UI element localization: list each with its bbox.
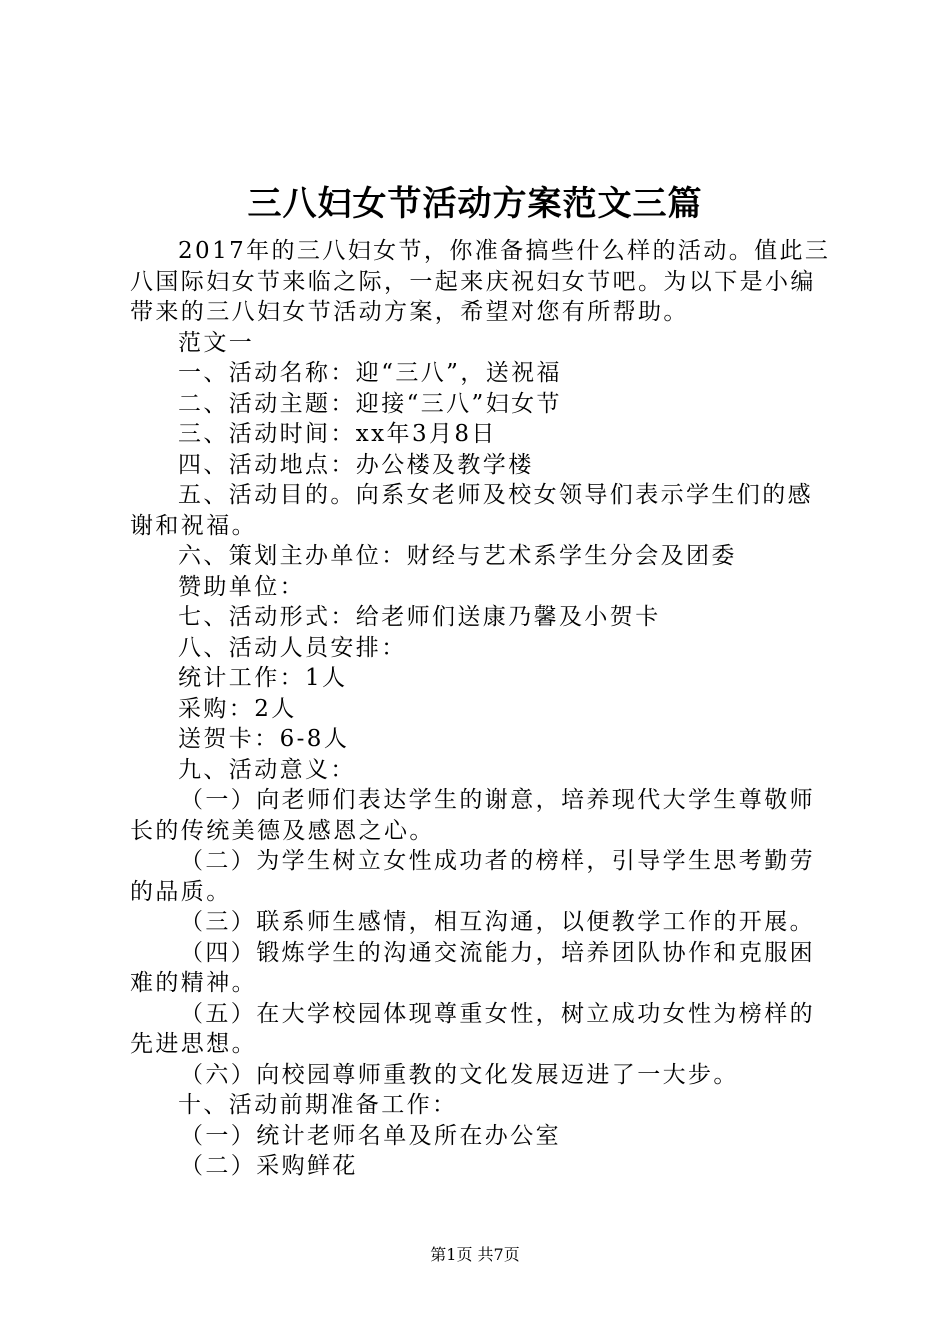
paragraph-line: 一、活动名称：迎“三八”，送祝福 [178,360,562,386]
paragraph-line: 五、活动目的。向系女老师及校女领导们表示学生们的感 [178,482,813,508]
paragraph-line: 长的传统美德及感恩之心。 [130,817,435,844]
paragraph-line: 赞助单位： [178,573,305,600]
paragraph-line: 的品质。 [130,878,232,905]
paragraph-line: （四）锻炼学生的沟通交流能力，培养团队协作和克服困 [180,939,815,966]
paragraph-line: （五）在大学校园体现尊重女性，树立成功女性为榜样的 [180,1000,815,1027]
paragraph-line: （二）采购鲜花 [180,1153,358,1179]
paragraph-line: 采购：2人 [178,695,297,722]
paragraph-line: （一）向老师们表达学生的谢意，培养现代大学生尊敬师 [180,787,815,813]
paragraph-line: 难的精神。 [130,970,257,996]
paragraph-line: 2017年的三八妇女节，你准备搞些什么样的活动。值此三 [178,238,831,264]
paragraph-line: 六、策划主办单位：财经与艺术系学生分会及团委 [178,543,737,569]
paragraph-line: 八、活动人员安排： [178,634,407,661]
paragraph-line: （六）向校园尊师重教的文化发展迈进了一大步。 [180,1061,739,1088]
paragraph-line: 先进思想。 [130,1031,257,1057]
paragraph-line: 带来的三八妇女节活动方案，希望对您有所帮助。 [130,299,689,325]
paragraph-line: 二、活动主题：迎接“三八”妇女节 [178,390,562,417]
paragraph-line: 八国际妇女节来临之际，一起来庆祝妇女节吧。为以下是小编 [130,268,816,295]
paragraph-line: 九、活动意义： [178,756,356,783]
page-footer: 第1页 共7页 [430,1245,520,1264]
paragraph-line: 七、活动形式：给老师们送康乃馨及小贺卡 [178,604,661,630]
paragraph-line: （三）联系师生感情，相互沟通，以便教学工作的开展。 [180,909,815,935]
section-heading: 范文一 [178,329,255,356]
paragraph-line: 四、活动地点：办公楼及教学楼 [178,451,534,478]
paragraph-line: 谢和祝福。 [130,512,257,539]
paragraph-line: 送贺卡：6-8人 [178,726,350,752]
paragraph-line: 三、活动时间：xx年3月8日 [178,421,497,447]
document-body [130,236,830,1182]
paragraph-line: （一）统计老师名单及所在办公室 [180,1122,561,1149]
paragraph-line: 统计工作：1人 [178,665,348,691]
paragraph-line: （二）为学生树立女性成功者的榜样，引导学生思考勤劳 [180,848,815,874]
paragraph-line: 十、活动前期准备工作： [178,1092,458,1118]
document-title: 三八妇女节活动方案范文三篇 [247,184,703,224]
